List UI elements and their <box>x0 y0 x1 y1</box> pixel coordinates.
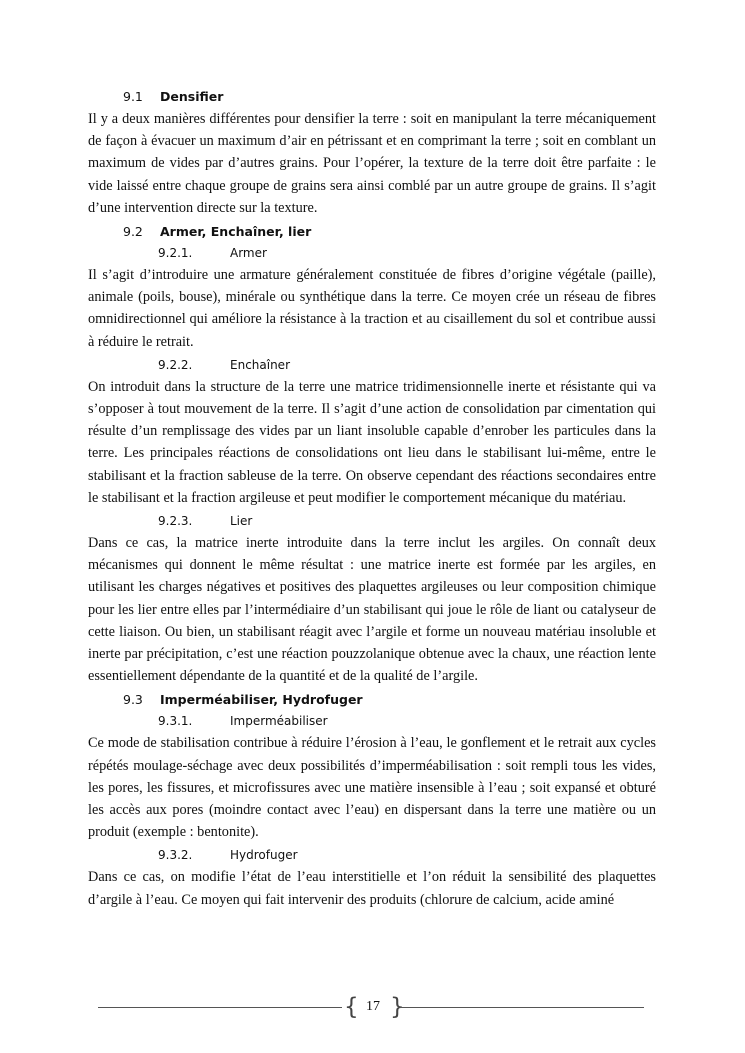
subsection-heading-9-3-1 <box>88 711 656 732</box>
footer-rule-left <box>98 1007 342 1008</box>
section-number: 9.3 <box>123 692 143 708</box>
section-title: Imperméabiliser, Hydrofuger <box>160 692 363 708</box>
subsection-heading-9-3-2 <box>88 845 656 866</box>
paragraph-armer: Il s’agit d’introduire une armature généralement constituée de fibres d’origine végétale (paille), animale (poils, bouse), minérale ou synthétique dans la terre. Ce moyen crée un réseau de fibres omnidirectionnel qui améliore la résistance à la traction et au cisaillement du sol et contribue aussi à réduire le retrait. <box>88 267 656 350</box>
subsection-title: Armer <box>230 246 267 261</box>
section-heading-9-3 <box>88 689 656 711</box>
subsection-title: Lier <box>230 514 253 529</box>
section-title: Densifier <box>160 89 224 104</box>
subsection-heading-9-2-2 <box>88 355 656 376</box>
subsection-number: 9.2.3. <box>158 514 193 529</box>
subsection-number: 9.3.2. <box>158 848 193 863</box>
paragraph-hydrofuger: Dans ce cas, on modifie l’état de l’eau interstitielle et l’on réduit la sensibilité des plaquettes d’argile à l’eau. Ce moyen qui fait intervenir des produits (chlorure de calcium, acide aminé <box>88 869 656 908</box>
subsection-title: Imperméabiliser <box>230 714 328 729</box>
subsection-number: 9.2.1. <box>158 246 193 261</box>
document-page <box>88 86 656 913</box>
paragraph-impermeabiliser: Ce mode de stabilisation contribue à réduire l’érosion à l’eau, le gonflement et le retrait aux cycles répétés moulage-séchage avec deux possibilités d’imperméabilisation : soit rempli tous les vides, les pores, les fissures, et microfissures avec une matière insensible à l’eau ; soit expansé et obturé les accès aux pores (moindre contact avec l’eau) en dispersant dans la terre une matière ou un produit (exemple : bentonite). <box>88 735 656 841</box>
page-number: 17 <box>366 999 380 1014</box>
paragraph-densifier: Il y a deux manières différentes pour densifier la terre : soit en manipulant la terre mécaniquement de façon à évacuer un maximum d’air en pétrissant et en comprimant la terre ; soit en comblant un maximum de vides par d’autres grains. Pour l’opérer, la texture de la terre doit être parfaite : le vide laissé entre chaque groupe de grains sera ainsi comblé par un autre groupe de grains. Il s’agit d’une intervention directe sur la texture. <box>88 111 656 216</box>
paragraph-enchainer: On introduit dans la structure de la terre une matrice tridimensionnelle inerte et résistante qui va s’opposer à tout mouvement de la terre. Il s’agit d’une action de consolidation par cimentation qui résulte d’un remplissage des vides par un liant insoluble capable d’enrober les particules dans la terre. Les principales réactions de consolidations ont lieu dans le stabilisant lui-même, entre le stabilisant et la fraction sableuse de la terre. On observe cependant des réactions secondaires entre le stabilisant et la fraction argileuse et peut modifier le comportement mécanique du matériau. <box>88 378 656 506</box>
subsection-title: Hydrofuger <box>230 848 298 863</box>
subsection-heading-9-2-3 <box>88 511 656 532</box>
subsection-number: 9.3.1. <box>158 714 193 729</box>
left-bracket-icon: { <box>344 994 359 1020</box>
subsection-title: Enchaîner <box>230 357 290 372</box>
paragraph-lier: Dans ce cas, la matrice inerte introduite dans la terre inclut les argiles. On connaît deux mécanismes qui donnent le même résultat : une matrice inerte est formée par les argiles, en utilisant les charges négatives et positives des plaquettes argileuses ou leur composition chimique pour les lier entre elles par l’intermédiaire d’un stabilisant qui joue le rôle de liant ou catalyseur de cette liaison. Ou bien, un stabilisant réagit avec l’argile et forme un nouveau matériau insoluble et inerte par précipitation, c’est une réaction pouzzolanique obtenue avec la chaux, une réaction lente essentiellement dépendante de la quantité et de la qualité de l’argile. <box>88 535 656 685</box>
section-number: 9.2 <box>123 224 143 240</box>
section-number: 9.1 <box>123 89 143 104</box>
section-title: Armer, Enchaîner, lier <box>160 224 312 240</box>
right-bracket-icon: } <box>390 994 405 1020</box>
footer-rule-right <box>400 1007 644 1008</box>
section-heading-9-2 <box>88 221 656 243</box>
page-footer <box>98 992 644 1024</box>
subsection-heading-9-2-1 <box>88 243 656 264</box>
section-heading-9-1 <box>88 86 656 108</box>
subsection-number: 9.2.2. <box>158 357 193 372</box>
